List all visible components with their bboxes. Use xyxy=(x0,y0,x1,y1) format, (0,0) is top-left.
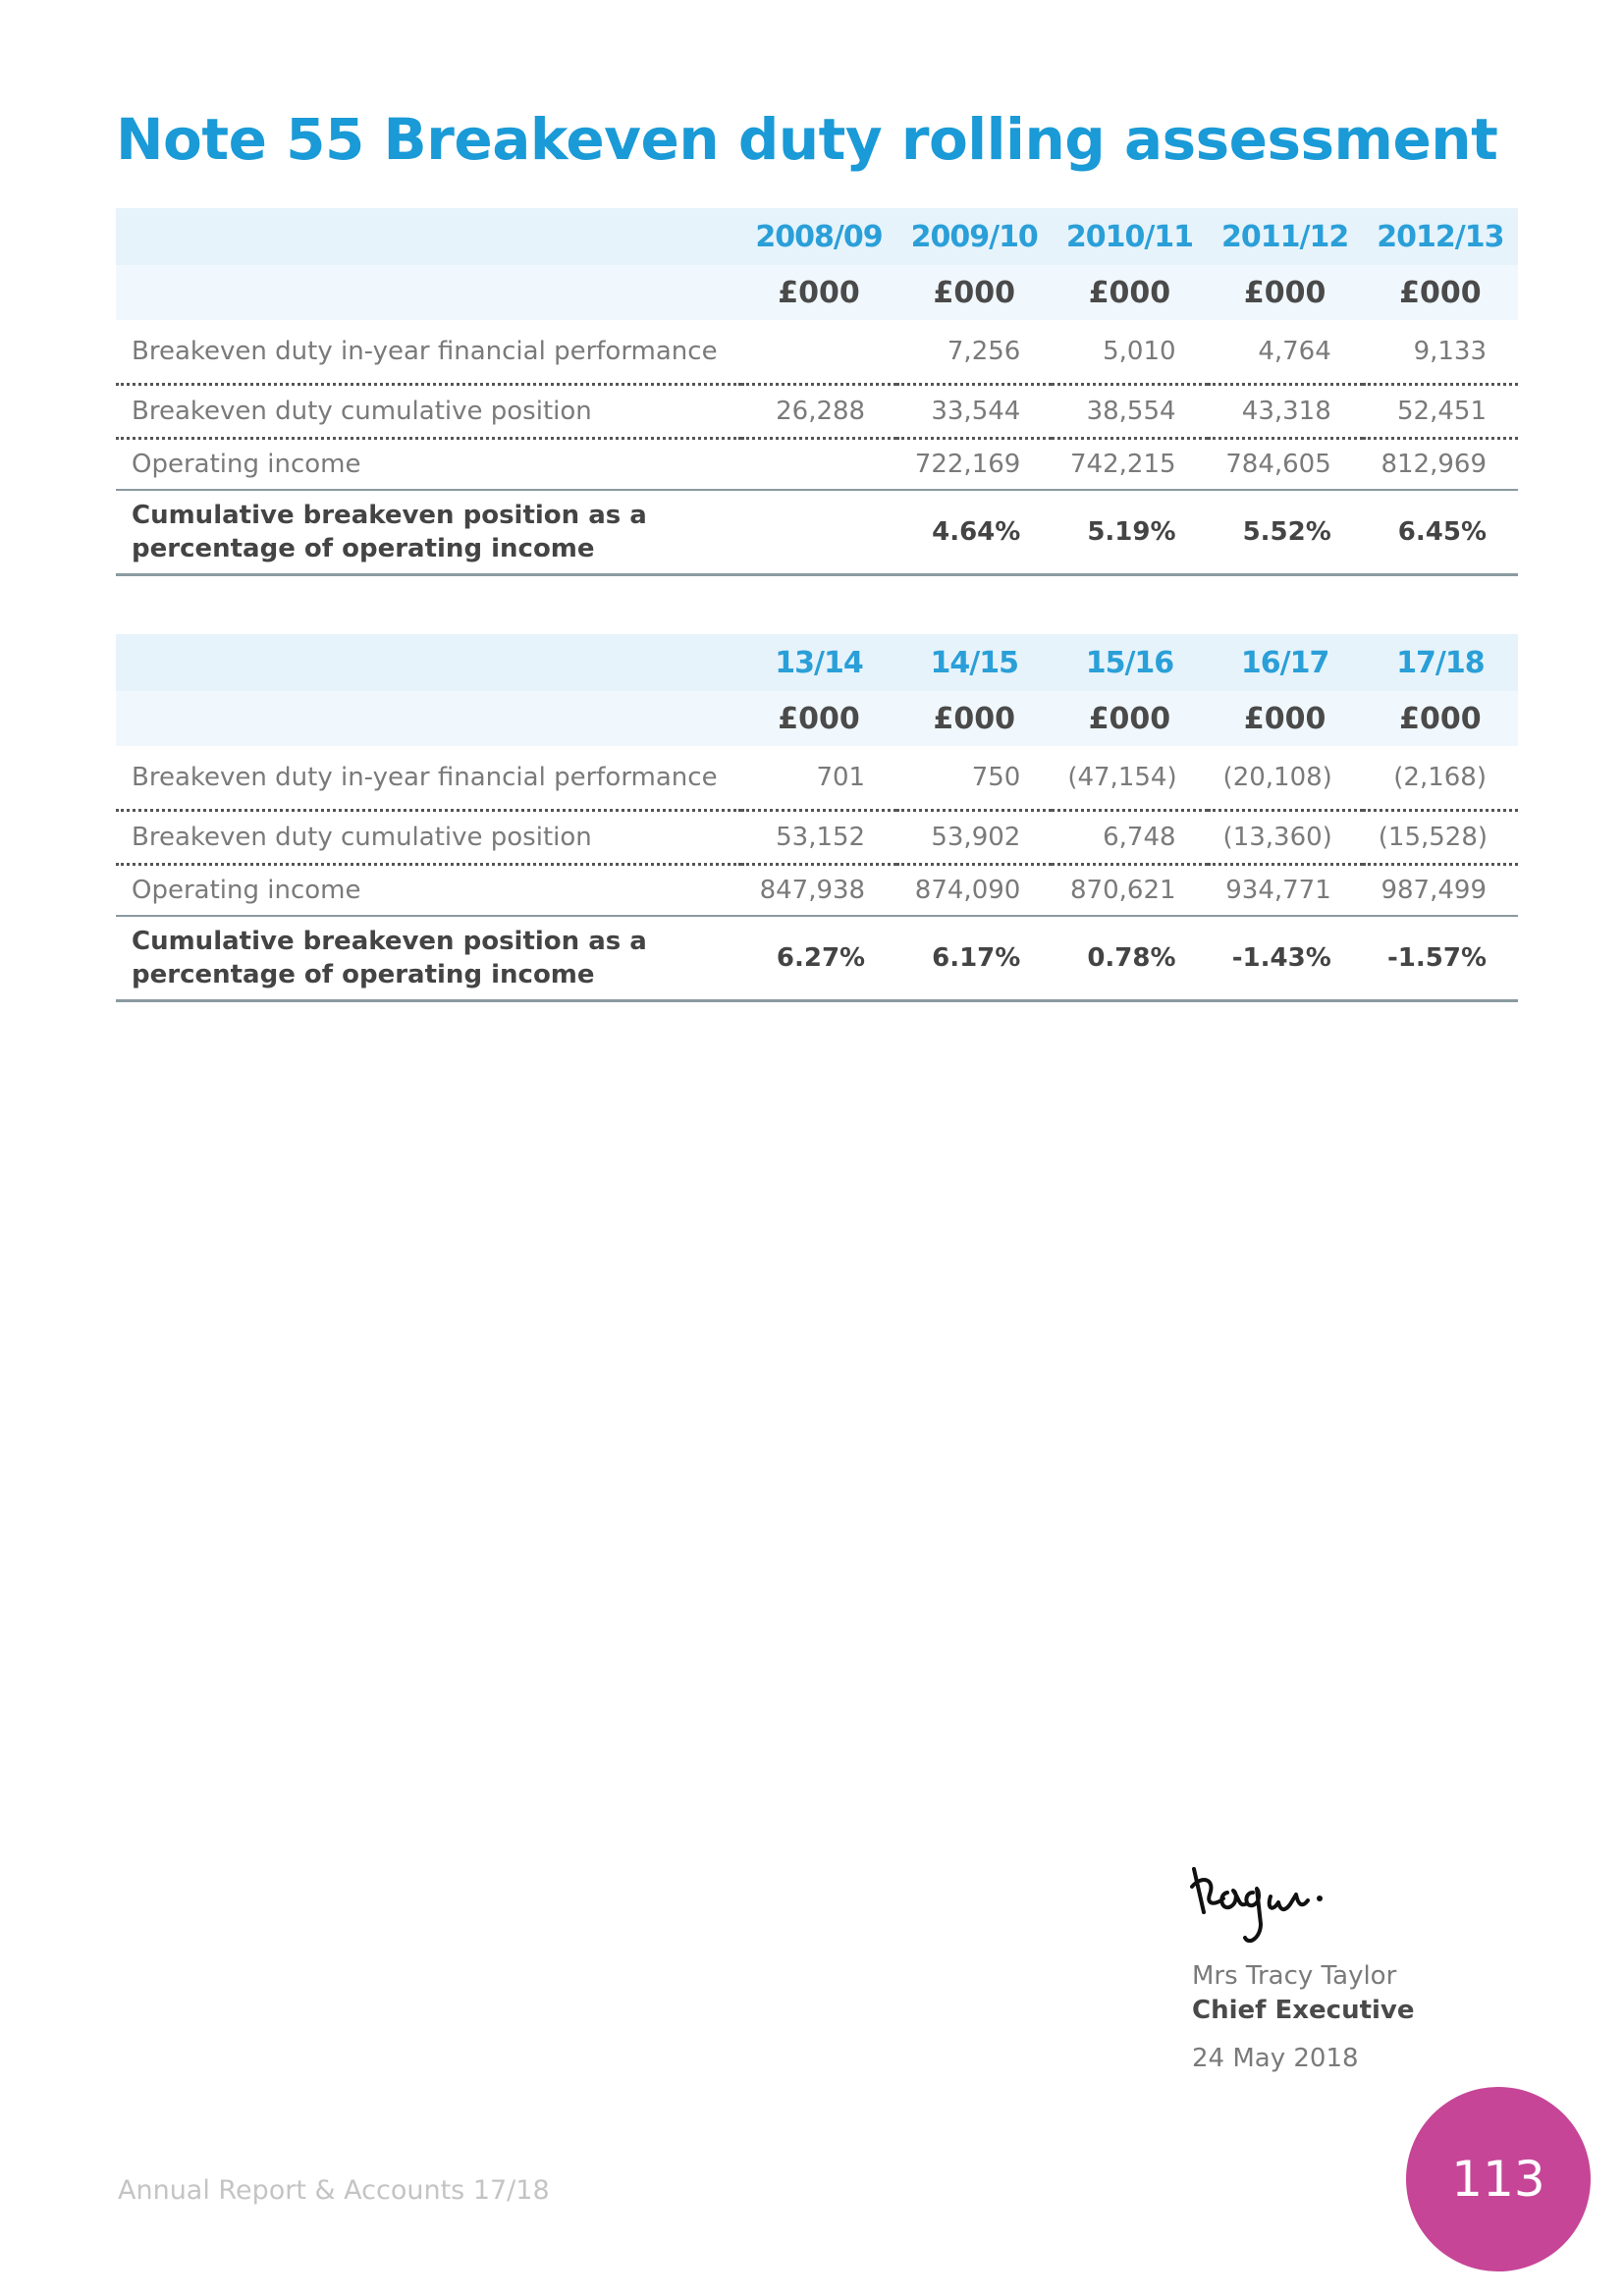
cell-value: 5.19% xyxy=(1052,490,1207,575)
header-blank xyxy=(116,634,741,691)
table-row xyxy=(116,865,1518,917)
unit-header: £000 xyxy=(1208,265,1363,320)
row-label: Operating income xyxy=(116,865,741,917)
year-header: 2009/10 xyxy=(896,208,1052,265)
page-title: Note 55 Breakeven duty rolling assessment xyxy=(116,106,1498,173)
signer-role: Chief Executive xyxy=(1192,1996,1415,2025)
cell-value: 5.52% xyxy=(1208,490,1363,575)
year-header-row xyxy=(116,634,1518,691)
year-header: 2008/09 xyxy=(741,208,896,265)
row-label: Breakeven duty cumulative position xyxy=(116,385,741,439)
unit-header: £000 xyxy=(896,265,1052,320)
year-header: 13/14 xyxy=(741,634,896,691)
cell-value: 33,544 xyxy=(896,385,1052,439)
cell-value: 4,764 xyxy=(1208,320,1363,385)
cell-value: 52,451 xyxy=(1363,385,1518,439)
cell-value: 26,288 xyxy=(741,385,896,439)
cell-value: 987,499 xyxy=(1363,865,1518,917)
table-row xyxy=(116,320,1518,385)
header-blank xyxy=(116,691,741,746)
year-header: 14/15 xyxy=(896,634,1052,691)
cell-value: 6,748 xyxy=(1052,811,1207,865)
year-header: 2011/12 xyxy=(1208,208,1363,265)
unit-header: £000 xyxy=(896,691,1052,746)
year-header: 2012/13 xyxy=(1363,208,1518,265)
cell-value: 847,938 xyxy=(741,865,896,917)
cell-value: 38,554 xyxy=(1052,385,1207,439)
table-row-total xyxy=(116,916,1518,1001)
cell-value: 722,169 xyxy=(896,439,1052,491)
cell-value: 43,318 xyxy=(1208,385,1363,439)
cell-value: 7,256 xyxy=(896,320,1052,385)
cell-value: (2,168) xyxy=(1363,746,1518,811)
cell-value: (47,154) xyxy=(1052,746,1207,811)
header-blank xyxy=(116,265,741,320)
cell-value xyxy=(741,320,896,385)
breakeven-table-1 xyxy=(116,208,1518,576)
signature-date: 24 May 2018 xyxy=(1192,2044,1359,2073)
cell-value: 5,010 xyxy=(1052,320,1207,385)
cell-value: 9,133 xyxy=(1363,320,1518,385)
cell-value: (15,528) xyxy=(1363,811,1518,865)
row-label: Breakeven duty in-year financial performance xyxy=(116,746,741,811)
cell-value: 934,771 xyxy=(1208,865,1363,917)
year-header: 17/18 xyxy=(1363,634,1518,691)
cell-value: 870,621 xyxy=(1052,865,1207,917)
cell-value: 4.64% xyxy=(896,490,1052,575)
cell-value: 6.27% xyxy=(741,916,896,1001)
row-label: Cumulative breakeven position as a percentage of operating income xyxy=(116,490,741,575)
cell-value: 0.78% xyxy=(1052,916,1207,1001)
cell-value: 812,969 xyxy=(1363,439,1518,491)
row-label: Cumulative breakeven position as a percentage of operating income xyxy=(116,916,741,1001)
cell-value: 874,090 xyxy=(896,865,1052,917)
table-row xyxy=(116,746,1518,811)
unit-header: £000 xyxy=(1052,691,1207,746)
table-row-total xyxy=(116,490,1518,575)
unit-header: £000 xyxy=(1208,691,1363,746)
cell-value: 53,902 xyxy=(896,811,1052,865)
table-row xyxy=(116,385,1518,439)
handwritten-signature xyxy=(1188,1855,1404,1953)
row-label: Breakeven duty in-year financial performance xyxy=(116,320,741,385)
table-row xyxy=(116,811,1518,865)
cell-value: 750 xyxy=(896,746,1052,811)
unit-header: £000 xyxy=(1052,265,1207,320)
signer-name: Mrs Tracy Taylor xyxy=(1192,1961,1397,1991)
cell-value: (13,360) xyxy=(1208,811,1363,865)
year-header-row xyxy=(116,208,1518,265)
year-header: 15/16 xyxy=(1052,634,1207,691)
cell-value: 53,152 xyxy=(741,811,896,865)
unit-header-row xyxy=(116,691,1518,746)
cell-value: 701 xyxy=(741,746,896,811)
breakeven-table-2 xyxy=(116,634,1518,1002)
page-number: 113 xyxy=(1406,2087,1591,2271)
header-blank xyxy=(116,208,741,265)
cell-value xyxy=(741,490,896,575)
cell-value xyxy=(741,439,896,491)
cell-value: -1.57% xyxy=(1363,916,1518,1001)
unit-header: £000 xyxy=(741,691,896,746)
cell-value: (20,108) xyxy=(1208,746,1363,811)
cell-value: 6.45% xyxy=(1363,490,1518,575)
unit-header: £000 xyxy=(1363,265,1518,320)
unit-header: £000 xyxy=(741,265,896,320)
row-label: Operating income xyxy=(116,439,741,491)
table-row xyxy=(116,439,1518,491)
year-header: 16/17 xyxy=(1208,634,1363,691)
cell-value: 6.17% xyxy=(896,916,1052,1001)
footer-text: Annual Report & Accounts 17/18 xyxy=(118,2175,550,2206)
unit-header-row xyxy=(116,265,1518,320)
year-header: 2010/11 xyxy=(1052,208,1207,265)
cell-value: -1.43% xyxy=(1208,916,1363,1001)
cell-value: 742,215 xyxy=(1052,439,1207,491)
cell-value: 784,605 xyxy=(1208,439,1363,491)
signature-block xyxy=(1190,1855,1485,1953)
row-label: Breakeven duty cumulative position xyxy=(116,811,741,865)
unit-header: £000 xyxy=(1363,691,1518,746)
